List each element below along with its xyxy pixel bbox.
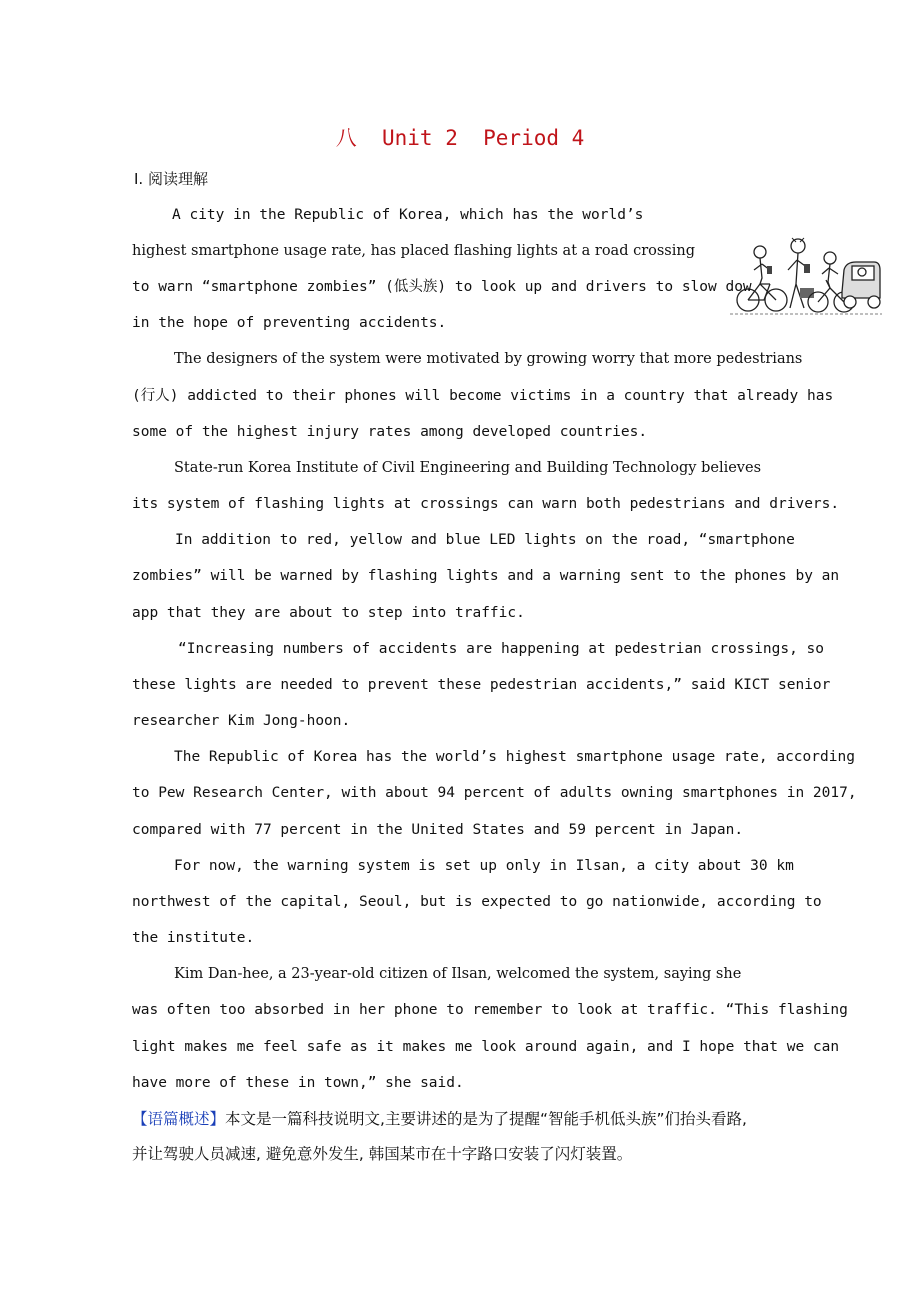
- paragraph-line: zombies” will be warned by flashing lights and a warning sent to the phones by an: [132, 568, 840, 584]
- paragraph-line: was often too absorbed in her phone to remember to look at traffic. “This flashing: [132, 1002, 848, 1018]
- paragraph-line: app that they are about to step into traffic.: [132, 605, 525, 621]
- paragraph-line: light makes me feel safe as it makes me look around again, and I hope that we can: [132, 1039, 840, 1055]
- paragraph-line: to warn “smartphone zombies” (低头族) to look up and drivers to slow dow: [132, 279, 752, 295]
- page-title: 八 Unit 2 Period 4: [335, 126, 585, 150]
- paragraph-line: “Increasing numbers of accidents are happening at pedestrian crossings, so: [178, 641, 825, 657]
- paragraph-line: A city in the Republic of Korea, which has the world’s: [172, 207, 644, 223]
- paragraph-line: have more of these in town,” she said.: [132, 1075, 464, 1091]
- summary-line: [132, 1108, 747, 1130]
- paragraph-line: its system of flashing lights at crossings can warn both pedestrians and drivers.: [132, 496, 840, 512]
- paragraph-line: In addition to red, yellow and blue LED lights on the road, “smartphone: [175, 532, 795, 548]
- paragraph-line: the institute.: [132, 930, 255, 946]
- paragraph-line: For now, the warning system is set up only in Ilsan, a city about 30 km: [174, 858, 794, 874]
- paragraph-line: some of the highest injury rates among developed countries.: [132, 424, 648, 440]
- summary-text: 本文是一篇科技说明文,主要讲述的是为了提醒“智能手机低头族”们抬头看路,: [225, 1110, 747, 1128]
- paragraph-line: highest smartphone usage rate, has placed flashing lights at a road crossing: [132, 243, 696, 259]
- paragraph-line: The Republic of Korea has the world’s highest smartphone usage rate, according: [174, 749, 855, 765]
- summary-line: 并让驾驶人员减速, 避免意外发生, 韩国某市在十字路口安装了闪灯装置。: [132, 1145, 633, 1163]
- paragraph-line: researcher Kim Jong-hoon.: [132, 713, 351, 729]
- paragraph-line: State-run Korea Institute of Civil Engineering and Building Technology believes: [174, 460, 762, 476]
- smartphone-zombies-illustration: [730, 236, 882, 320]
- paragraph-line: compared with 77 percent in the United States and 59 percent in Japan.: [132, 822, 744, 838]
- paragraph-line: these lights are needed to prevent these pedestrian accidents,” said KICT senior: [132, 677, 831, 693]
- summary-tag: 【语篇概述】: [132, 1110, 226, 1128]
- section-heading: Ⅰ. 阅读理解: [134, 170, 208, 188]
- paragraph-line: The designers of the system were motivated by growing worry that more pedestrians: [174, 351, 803, 367]
- paragraph-line: Kim Dan-hee, a 23-year-old citizen of Ilsan, welcomed the system, saying she: [174, 966, 742, 982]
- paragraph-line: (行人) addicted to their phones will become victims in a country that already has: [132, 388, 834, 404]
- paragraph-line: in the hope of preventing accidents.: [132, 315, 447, 331]
- paragraph-line: northwest of the capital, Seoul, but is expected to go nationwide, according to: [132, 894, 822, 910]
- paragraph-line: to Pew Research Center, with about 94 percent of adults owning smartphones in 2017,: [132, 785, 857, 801]
